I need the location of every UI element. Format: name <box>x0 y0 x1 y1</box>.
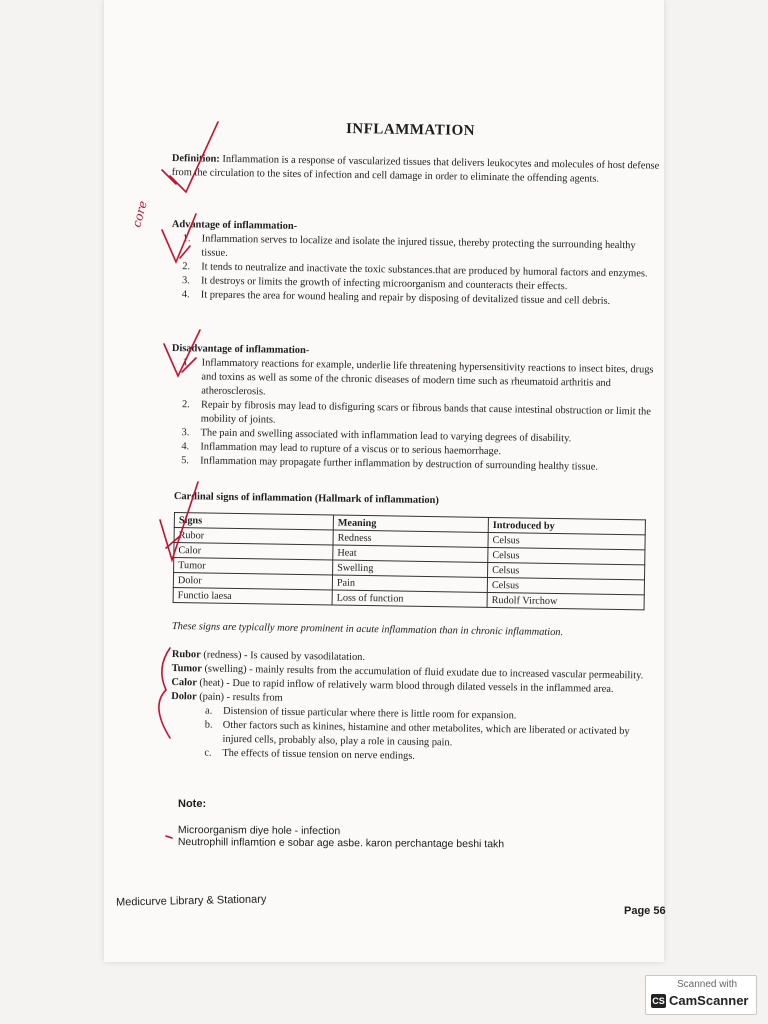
definition-label: Definition: <box>171 152 220 165</box>
sign-text: - mainly results from the accumulation of fluid exudate due to increased vascular permeability. <box>249 664 644 682</box>
margin-mark-note <box>166 836 172 838</box>
note-label: Note: <box>178 798 207 810</box>
item-text: The effects of tissue tension on nerve endings. <box>222 747 415 762</box>
table-cell: Heat <box>333 545 488 562</box>
sign-text: - Is caused by vasodilatation. <box>243 650 366 664</box>
item-letter: a. <box>204 705 213 717</box>
cardinal-heading: Cardinal signs of inflammation (Hallmark of inflammation) <box>173 490 439 507</box>
table-cell: Rudolf Virchow <box>487 592 644 609</box>
cardinal-note: These signs are typically more prominent in acute inflammation than in chronic inflammation. <box>171 620 564 639</box>
column-header: Meaning <box>333 515 488 532</box>
item-number: 4. <box>181 289 190 301</box>
note-lines <box>178 824 504 850</box>
item-number: 5. <box>181 455 190 467</box>
item-number: 2. <box>182 261 191 273</box>
cardinal-signs-table <box>173 512 646 610</box>
item-text: It tends to neutralize and inactivate the toxic substances.that are produced by humoral factors and enzymes. <box>201 261 648 280</box>
item-letter: c. <box>204 747 212 759</box>
table-cell: Loss of function <box>332 590 487 607</box>
column-header: Introduced by <box>488 517 645 534</box>
table-cell: Swelling <box>333 560 488 577</box>
table-cell: Rubor <box>174 528 333 545</box>
item-text: It prepares the area for wound healing and repair by disposing of devitalized tissue and cell debris. <box>200 289 611 307</box>
scanner-brand: CamScanner <box>669 993 749 1008</box>
publisher-footer: Medicurve Library & Stationary <box>115 893 267 909</box>
item-text: It destroys or limits the growth of infecting microorganism and counteracts their effects. <box>200 275 568 293</box>
camscanner-logo-icon: CS <box>652 996 665 1006</box>
sign-term: Calor <box>171 676 197 689</box>
sign-term: Dolor <box>171 690 197 703</box>
item-text: The pain and swelling associated with inflammation lead to varying degrees of disability. <box>200 427 572 445</box>
note-line: Neutrophill inflamtion e sobar age asbe. karon perchantage beshi takh <box>177 835 505 851</box>
definition-text: Inflammation is a response of vascularized tissues that delivers leukocytes and molecules of host defense from the circulation to the sites of infection and cell damage in order to eliminate the offending agents. <box>171 153 660 185</box>
advantage-section <box>171 218 660 310</box>
item-number: 1. <box>182 233 191 245</box>
item-text: Inflammation may lead to rupture of a viscus or to serious haemorrhage. <box>200 441 502 458</box>
item-number: 2. <box>181 399 190 411</box>
sign-term: Tumor <box>171 662 202 675</box>
disadvantage-section <box>170 342 660 476</box>
table-cell: Functio laesa <box>173 587 332 604</box>
item-text: Distension of tissue particular where there is little room for expansion. <box>222 705 517 722</box>
table-cell: Celsus <box>488 547 645 564</box>
sign-qualifier: (pain) <box>199 691 225 703</box>
item-text: Inflammation serves to localize and isolate the injured tissue, thereby protecting the surrounding healthy tissue. <box>201 233 636 259</box>
item-number: 3. <box>181 275 190 287</box>
note-line: Microorganism diye hole - infection <box>177 824 341 838</box>
column-header: Signs <box>174 513 333 530</box>
page-number: Page 56 <box>624 905 666 917</box>
bracket-signs-detail <box>159 648 170 738</box>
table-cell: Celsus <box>488 562 645 579</box>
item-text: Inflammatory reactions for example, underlie life threatening hypersensitivity reactions to insect bites, drugs and toxins as well as some of the chronic diseases of modern time such as rheumatoid arthritis and atherosclerosis. <box>201 357 654 398</box>
item-text: Other factors such as kinines, histamine and other metabolites, which are liberated or activated by injured cells, probably also, play a role in causing pain. <box>222 719 630 749</box>
table-cell: Tumor <box>174 558 333 575</box>
camscanner-badge <box>645 975 757 1015</box>
table-cell: Calor <box>174 543 333 560</box>
item-number: 4. <box>181 441 190 453</box>
sign-term: Rubor <box>171 648 201 661</box>
scanner-caption: Scanned with <box>677 979 738 990</box>
sign-text: - results from <box>226 691 283 704</box>
definition-paragraph <box>172 152 660 188</box>
margin-handwriting: core <box>129 199 150 229</box>
advantage-heading: Advantage of inflammation- <box>171 218 298 232</box>
advantage-list <box>171 232 660 310</box>
disadvantage-heading: Disadvantage of inflammation- <box>171 342 310 357</box>
item-letter: b. <box>204 719 213 731</box>
sign-qualifier: (heat) <box>199 677 224 689</box>
item-number: 1. <box>182 357 191 369</box>
item-number: 3. <box>181 427 190 439</box>
table-cell: Celsus <box>488 532 645 549</box>
sign-qualifier: (redness) <box>203 649 242 662</box>
disadvantage-list <box>170 356 660 476</box>
table-cell: Dolor <box>173 573 332 590</box>
table-cell: Celsus <box>487 577 644 594</box>
item-text: Repair by fibrosis may lead to disfiguring scars or fibrous bands that cause intestinal obstruction or limit the mobility of joints. <box>200 399 651 426</box>
table-cell: Pain <box>332 575 487 592</box>
page-title: INFLAMMATION <box>345 120 476 140</box>
sign-text: - Due to rapid inflow of relatively warm blood through dilated vessels in the inflammed area. <box>226 677 614 695</box>
dolor-causes-list <box>174 704 649 767</box>
sign-qualifier: (swelling) <box>204 663 247 676</box>
signs-detail <box>170 648 650 767</box>
table-cell: Redness <box>333 530 488 547</box>
item-text: Inflammation may propagate further inflammation by destruction of surrounding healthy tissue. <box>200 455 599 473</box>
